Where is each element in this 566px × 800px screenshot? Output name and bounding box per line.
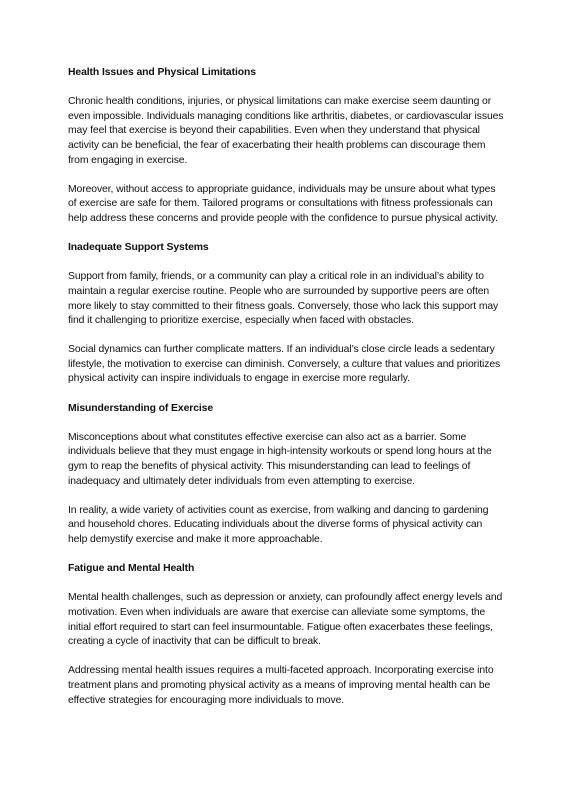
- paragraph: Social dynamics can further complicate matters. If an individual’s close circle leads a sedentary lifestyle, the motivation to exercise can diminish. Conversely, a culture that values and prioritizes physical activity can inspire individuals to engage in exercise more regularly.: [68, 344, 501, 385]
- paragraph: Support from family, friends, or a community can play a critical role in an individual’s ability to maintain a regular exercise routine. People who are surrounded by supportive peers are often more likely to stay committed to their fitness goals. Conversely, those who lack this support may find it challenging to prioritize exercise, especially when faced with obstacles.: [68, 271, 499, 327]
- section-heading-misunderstanding: Misunderstanding of Exercise: [68, 402, 214, 414]
- paragraph: Addressing mental health issues requires a multi-faceted approach. Incorporating exercise into treatment plans and promoting physical activity as a means of improving mental health can be effective strategies for encouraging more individuals to move.: [68, 665, 494, 706]
- paragraph: Chronic health conditions, injuries, or physical limitations can make exercise seem daunting or even impossible. Individuals managing conditions like arthritis, diabetes, or cardiovascular issues may feel that exercise is beyond their capabilities. Even when they understand that physical activity can be beneficial, the fear of exacerbating their health problems can discourage them from engaging in exercise.: [68, 96, 504, 166]
- section-heading-support-systems: Inadequate Support Systems: [68, 242, 209, 254]
- paragraph: Moreover, without access to appropriate guidance, individuals may be unsure about what types of exercise are safe for them. Tailored programs or consultations with fitness professionals can help address these concerns and provide people with the confidence to pursue physical activity.: [68, 183, 498, 224]
- section-heading-fatigue: Fatigue and Mental Health: [68, 563, 195, 575]
- paragraph: In reality, a wide variety of activities count as exercise, from walking and dancing to gardening and household chores. Educating individuals about the diverse forms of physical activity can help demystify exercise and make it more approachable.: [68, 504, 489, 545]
- paragraph: Mental health challenges, such as depression or anxiety, can profoundly affect energy levels and motivation. Even when individuals are aware that exercise can alleviate some symptoms, the initial effort required to start can feel insurmountable. Fatigue often exacerbates these feelings, creating a cycle of inactivity that can be difficult to break.: [68, 592, 503, 648]
- section-heading-health-issues: Health Issues and Physical Limitations: [68, 67, 256, 78]
- document-body: [68, 66, 504, 723]
- paragraph: Misconceptions about what constitutes effective exercise can also act as a barrier. Some individuals believe that they must engage in high-intensity workouts or spend long hours at the gym to reap the benefits of physical activity. This misunderstanding can lead to feelings of inadequacy and ultimately deter individuals from even attempting to exercise.: [68, 431, 492, 487]
